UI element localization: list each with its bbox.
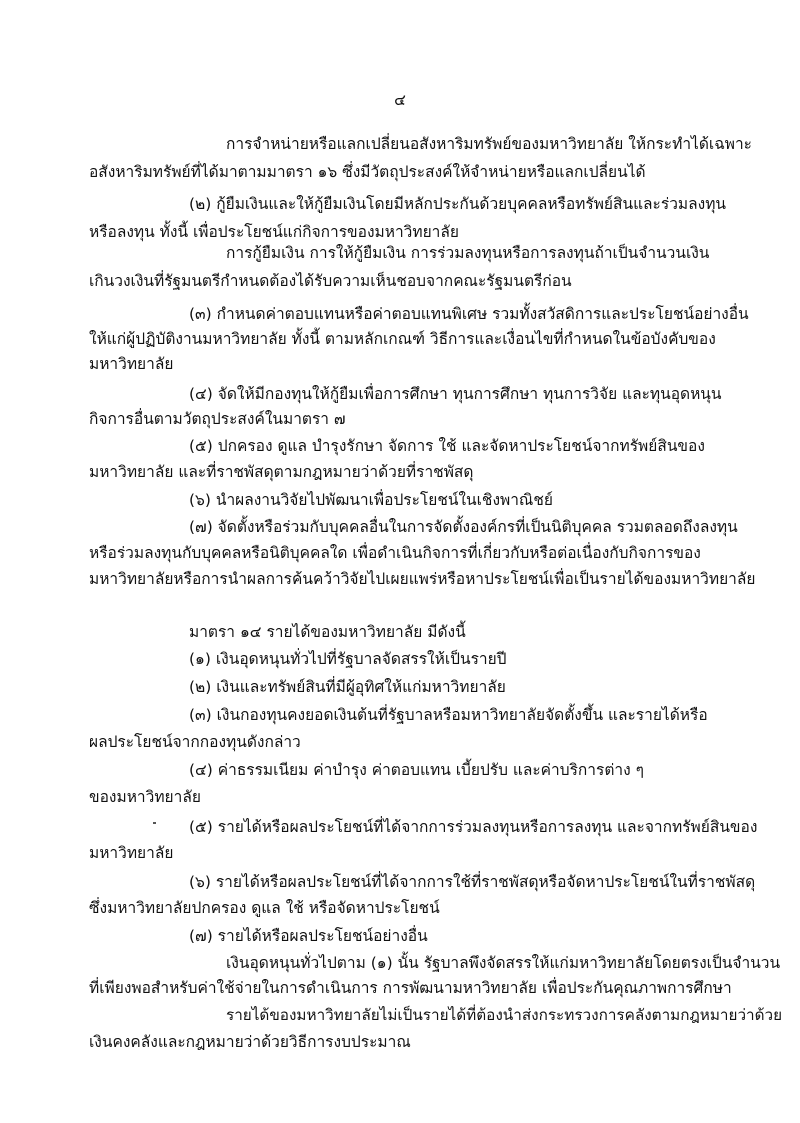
text-line: (๒) กู้ยืมเงินและให้กู้ยืมเงินโดยมีหลักประกันด้วยบุคคลหรือทรัพย์สินและร่วมลงทุน [189, 195, 727, 213]
text-line: กิจการอื่นตามวัตถุประสงค์ในมาตรา ๗ [89, 410, 346, 428]
text-line: หรือร่วมลงทุนกับบุคคลหรือนิติบุคคลใด เพื่อดำเนินกิจการที่เกี่ยวกับหรือต่อเนื่องกับกิจการของ [89, 544, 701, 562]
text-line: (๕) ปกครอง ดูแล บำรุงรักษา จัดการ ใช้ และจัดหาประโยชน์จากทรัพย์สินของ [189, 437, 705, 455]
text-line: มหาวิทยาลัย และที่ราชพัสดุตามกฎหมายว่าด้วยที่ราชพัสดุ [89, 463, 474, 481]
text-line: (๑) เงินอุดหนุนทั่วไปที่รัฐบาลจัดสรรให้เป็นรายปี [189, 650, 507, 668]
text-line: ให้แก่ผู้ปฏิบัติงานมหาวิทยาลัย ทั้งนี้ ตามหลักเกณฑ์ วิธีการและเงื่อนไขที่กำหนดในข้อบังคับของ [89, 330, 716, 348]
text-line: เกินวงเงินที่รัฐมนตรีกำหนดต้องได้รับความเห็นชอบจากคณะรัฐมนตรีก่อน [89, 272, 572, 290]
text-line: มหาวิทยาลัยหรือการนำผลการค้นคว้าวิจัยไปเผยแพร่หรือหาประโยชน์เพื่อเป็นรายได้ของมหาวิทยาลัย [89, 570, 756, 588]
text-line: อสังหาริมทรัพย์ที่ได้มาตามมาตรา ๑๖ ซึ่งมีวัตถุประสงค์ให้จำหน่ายหรือแลกเปลี่ยนได้ [89, 163, 646, 181]
text-line: ผลประโยชน์จากกองทุนดังกล่าว [89, 733, 301, 751]
text-line: เงินคงคลังและกฎหมายว่าด้วยวิธีการงบประมาณ [89, 1033, 411, 1051]
text-line: รายได้ของมหาวิทยาลัยไม่เป็นรายได้ที่ต้องนำส่งกระทรวงการคลังตามกฎหมายว่าด้วย [226, 1006, 783, 1024]
text-line: การจำหน่ายหรือแลกเปลี่ยนอสังหาริมทรัพย์ของมหาวิทยาลัย ให้กระทำได้เฉพาะ [226, 135, 753, 153]
text-line: (๔) จัดให้มีกองทุนให้กู้ยืมเพื่อการศึกษา ทุนการศึกษา ทุนการวิจัย และทุนอุดหนุน [189, 385, 722, 403]
text-line: (๓) กำหนดค่าตอบแทนหรือค่าตอบแทนพิเศษ รวมทั้งสวัสดิการและประโยชน์อย่างอื่น [189, 305, 749, 323]
text-line: (๗) รายได้หรือผลประโยชน์อย่างอื่น [189, 927, 428, 945]
text-line: (๓) เงินกองทุนคงยอดเงินต้นที่รัฐบาลหรือมหาวิทยาลัยจัดตั้งขึ้น และรายได้หรือ [189, 706, 708, 724]
text-line: เงินอุดหนุนทั่วไปตาม (๑) นั้น รัฐบาลพึงจัดสรรให้แก่มหาวิทยาลัยโดยตรงเป็นจำนวน [226, 954, 781, 972]
text-line: ที่เพียงพอสำหรับค่าใช้จ่ายในการดำเนินการ การพัฒนามหาวิทยาลัย เพื่อประกันคุณภาพการศึกษา [89, 979, 732, 997]
page-number: ๔ [394, 91, 406, 109]
text-line: ซึ่งมหาวิทยาลัยปกครอง ดูแล ใช้ หรือจัดหาประโยชน์ [89, 899, 440, 917]
text-line: (๗) จัดตั้งหรือร่วมกับบุคคลอื่นในการจัดตั้งองค์กรที่เป็นนิติบุคคล รวมตลอดถึงลงทุน [189, 518, 738, 536]
text-line: มหาวิทยาลัย [89, 355, 174, 373]
text-line: (๔) ค่าธรรมเนียม ค่าบำรุง ค่าตอบแทน เบี้ยปรับ และค่าบริการต่าง ๆ [189, 761, 644, 779]
text-line: (๒) เงินและทรัพย์สินที่มีผู้อุทิศให้แก่มหาวิทยาลัย [189, 678, 506, 696]
text-line: การกู้ยืมเงิน การให้กู้ยืมเงิน การร่วมลงทุนหรือการลงทุนถ้าเป็นจำนวนเงิน [226, 244, 710, 262]
text-line: (๖) รายได้หรือผลประโยชน์ที่ได้จากการใช้ที่ราชพัสดุหรือจัดหาประโยชน์ในที่ราชพัสดุ [189, 873, 756, 891]
text-line: (๖) นำผลงานวิจัยไปพัฒนาเพื่อประโยชน์ในเชิงพาณิชย์ [189, 491, 553, 509]
text-line: หรือลงทุน ทั้งนี้ เพื่อประโยชน์แก่กิจการของมหาวิทยาลัย [89, 223, 459, 241]
text-line: ของมหาวิทยาลัย [89, 788, 201, 806]
section-heading: มาตรา ๑๔ รายได้ของมหาวิทยาลัย มีดังนี้ [189, 623, 466, 641]
text-line: มหาวิทยาลัย [89, 844, 174, 862]
text-line: (๕) รายได้หรือผลประโยชน์ที่ได้จากการร่วมลงทุนหรือการลงทุน และจากทรัพย์สินของ [189, 818, 758, 836]
